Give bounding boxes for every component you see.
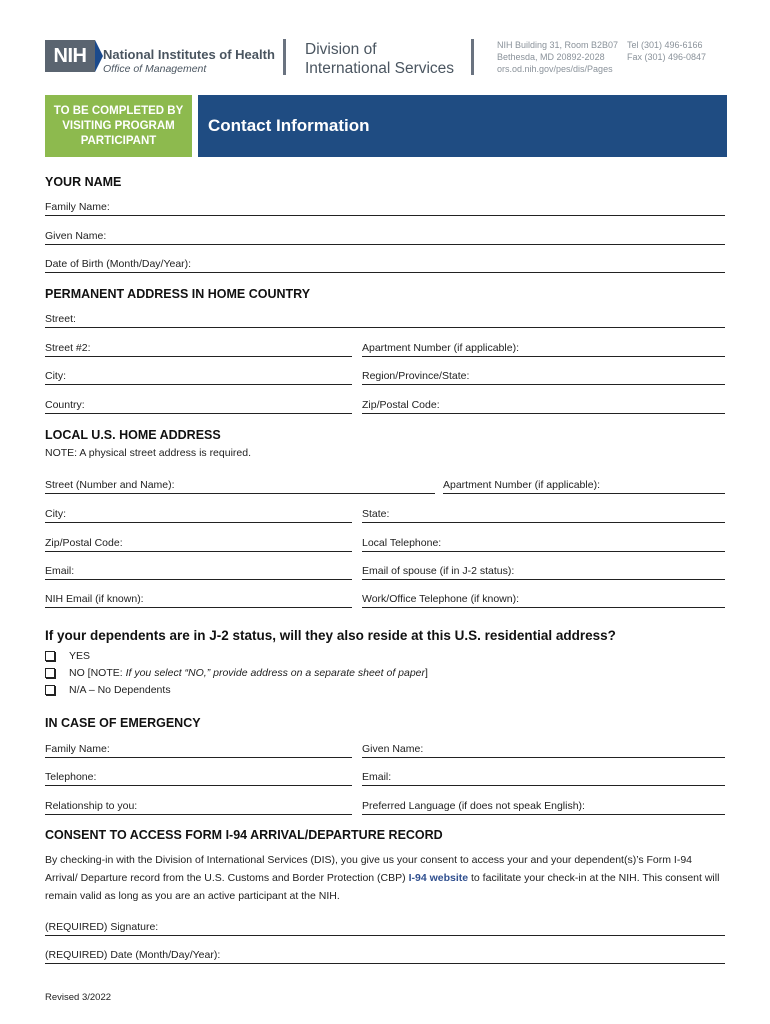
permanent-zip-field[interactable] [362, 399, 725, 414]
work-telephone-field[interactable] [362, 593, 725, 608]
local-apartment-field[interactable] [443, 479, 725, 494]
option-label: N/A – No Dependents [69, 684, 171, 696]
permanent-region-field[interactable] [362, 370, 725, 385]
phone-block [627, 39, 727, 63]
local-address-note: NOTE: A physical street address is required. [45, 447, 252, 459]
logo-chevron-icon [95, 40, 103, 72]
emergency-telephone-field[interactable] [45, 771, 352, 786]
section-heading-local-address: LOCAL U.S. HOME ADDRESS [45, 428, 221, 442]
field-label: Email: [362, 771, 392, 783]
field-label: Local Telephone: [362, 537, 442, 549]
field-label: Street: [45, 313, 76, 325]
no-prefix: NO [NOTE: [69, 667, 126, 679]
local-city-field[interactable] [45, 508, 352, 523]
given-name-field[interactable] [45, 230, 725, 245]
option-label: YES [69, 650, 91, 662]
local-state-field[interactable] [362, 508, 725, 523]
field-label: Zip/Postal Code: [362, 399, 440, 411]
division-title [305, 40, 475, 78]
no-note: If you select “NO,” provide address on a separate sheet of paper [125, 667, 426, 679]
consent-text [45, 851, 725, 905]
field-label: Given Name: [45, 230, 107, 242]
field-label: (REQUIRED) Signature: [45, 921, 159, 933]
tel-number: Tel (301) 496-6166 [627, 40, 703, 50]
permanent-city-field[interactable] [45, 370, 352, 385]
address-line: Bethesda, MD 20892-2028 [497, 52, 605, 62]
signature-field[interactable] [45, 921, 725, 936]
emergency-given-name-field[interactable] [362, 743, 725, 758]
field-label: Apartment Number (if applicable): [362, 342, 519, 354]
nih-logo [45, 40, 95, 72]
field-label: Email: [45, 565, 75, 577]
field-label: Region/Province/State: [362, 370, 470, 382]
permanent-street2-field[interactable] [45, 342, 352, 357]
field-label: Apartment Number (if applicable): [443, 479, 600, 491]
field-label: Email of spouse (if in J-2 status): [362, 565, 515, 577]
address-url: ors.od.nih.gov/pes/dis/Pages [497, 64, 613, 74]
division-line1: Division of [305, 41, 377, 58]
division-line2: International Services [305, 60, 455, 77]
field-label: Telephone: [45, 771, 97, 783]
form-title: Contact Information [208, 116, 370, 135]
emergency-language-field[interactable] [362, 800, 725, 815]
fax-number: Fax (301) 496-0847 [627, 52, 707, 62]
org-subtitle: Office of Management [103, 63, 207, 75]
family-name-field[interactable] [45, 201, 725, 216]
field-label: City: [45, 508, 66, 520]
nih-email-field[interactable] [45, 593, 352, 608]
address-block [497, 39, 622, 75]
checkbox-icon[interactable] [45, 668, 55, 678]
field-label: (REQUIRED) Date (Month/Day/Year): [45, 949, 221, 961]
field-label: Work/Office Telephone (if known): [362, 593, 519, 605]
org-name: National Institutes of Health [103, 47, 275, 62]
field-label: Street (Number and Name): [45, 479, 175, 491]
signature-date-field[interactable] [45, 949, 725, 964]
field-label: Preferred Language (if does not speak English): [362, 800, 585, 812]
option-label [69, 667, 428, 679]
i94-website-link[interactable]: I-94 website [408, 872, 469, 884]
completion-note-banner: TO BE COMPLETED BY VISITING PROGRAM PARTICIPANT [45, 95, 192, 157]
spouse-email-field[interactable] [362, 565, 725, 580]
consent-text-part: By checking-in with the Division of International Services (DIS), you give us your consent to access your and your dependent(s)’s Form I-94 Arrival/ Departure record from the U.S. Customs and Border Protection (CBP) [45, 854, 693, 884]
field-label: City: [45, 370, 66, 382]
section-heading-your-name: YOUR NAME [45, 175, 122, 189]
field-label: Date of Birth (Month/Day/Year): [45, 258, 192, 270]
address-line: NIH Building 31, Room B2B07 [497, 40, 619, 50]
dependents-na-option[interactable] [45, 684, 171, 696]
section-heading-consent: CONSENT TO ACCESS FORM I-94 ARRIVAL/DEPARTURE RECORD [45, 828, 443, 842]
field-label: NIH Email (if known): [45, 593, 144, 605]
form-title-banner [198, 95, 727, 157]
dependents-yes-option[interactable] [45, 650, 90, 662]
local-email-field[interactable] [45, 565, 352, 580]
field-label: State: [362, 508, 390, 520]
permanent-country-field[interactable] [45, 399, 352, 414]
checkbox-icon[interactable] [45, 651, 55, 661]
header-divider [283, 39, 286, 75]
field-label: Relationship to you: [45, 800, 138, 812]
section-heading-emergency: IN CASE OF EMERGENCY [45, 716, 201, 730]
emergency-family-name-field[interactable] [45, 743, 352, 758]
dependents-question: If your dependents are in J-2 status, will they also reside at this U.S. residential address? [45, 628, 616, 643]
nih-logo-text: NIH [53, 44, 87, 67]
permanent-apartment-field[interactable] [362, 342, 725, 357]
checkbox-icon[interactable] [45, 685, 55, 695]
header-divider [471, 39, 474, 75]
consent-text-part: to facilitate your check-in at the NIH. This consent will remain valid as long as you are an active participant at the NIH. [45, 872, 720, 902]
emergency-relationship-field[interactable] [45, 800, 352, 815]
dependents-no-option[interactable] [45, 667, 428, 679]
field-label: Family Name: [45, 201, 110, 213]
field-label: Country: [45, 399, 85, 411]
revision-date: Revised 3/2022 [45, 992, 112, 1003]
no-suffix: ] [425, 667, 428, 679]
field-label: Zip/Postal Code: [45, 537, 123, 549]
date-of-birth-field[interactable] [45, 258, 725, 273]
field-label: Street #2: [45, 342, 91, 354]
local-street-field[interactable] [45, 479, 435, 494]
field-label: Family Name: [45, 743, 110, 755]
field-label: Given Name: [362, 743, 424, 755]
local-zip-field[interactable] [45, 537, 352, 552]
permanent-street-field[interactable] [45, 313, 725, 328]
section-heading-permanent-address: PERMANENT ADDRESS IN HOME COUNTRY [45, 287, 311, 301]
emergency-email-field[interactable] [362, 771, 725, 786]
local-telephone-field[interactable] [362, 537, 725, 552]
